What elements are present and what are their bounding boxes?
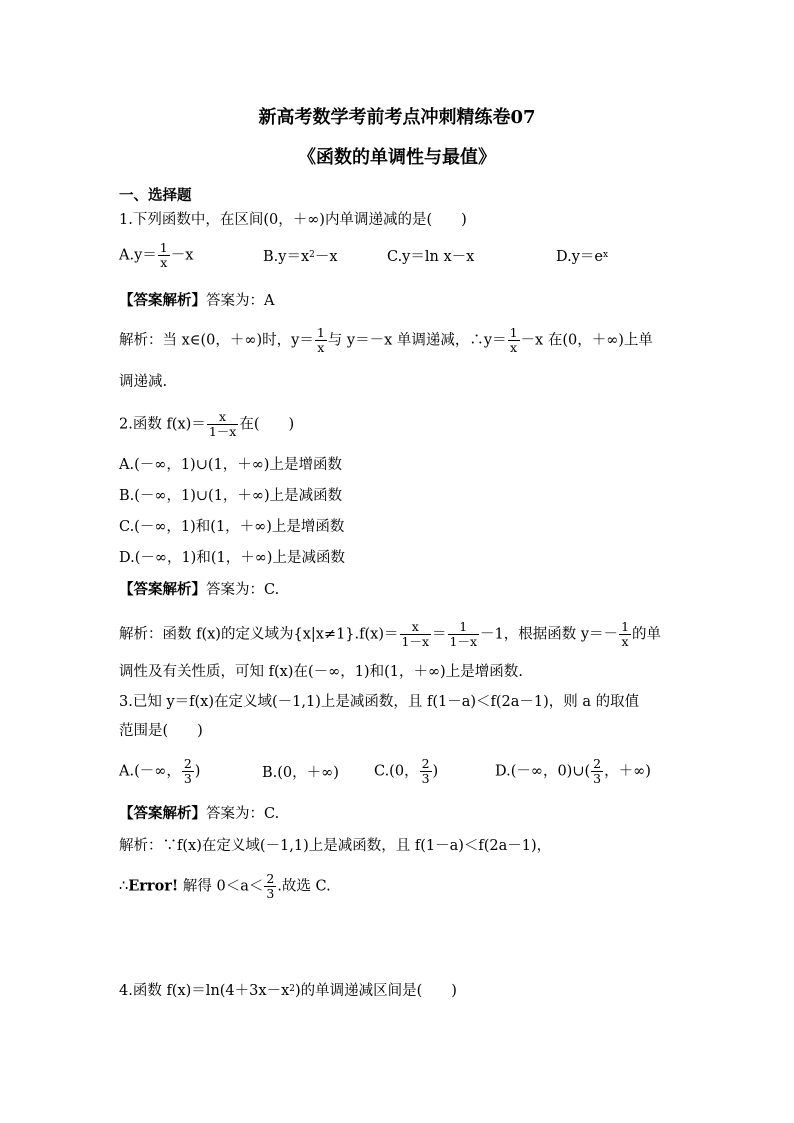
q1-explanation: 解析：当 x∈(0，＋∞)时，y＝ $\frac{1}{x}$ 与 y＝－x 单调递减，∴y＝ $\frac{1}{x}$ －x 在(0，＋∞)上单 [119,325,653,355]
field-error-text: Error! [128,877,179,895]
q3-stem-cont: 范围是( ) [119,723,203,739]
section-heading: 一、选择题 [119,187,192,204]
q2-option-d: D.(－∞，1)和(1，＋∞)上是减函数 [119,550,345,566]
q1-stem: 1.下列函数中，在区间(0，＋∞)内单调递减的是( ) [119,212,467,228]
q1-option-d: $D.y=e^x$ [556,249,609,265]
q2-option-a: A.(－∞，1)∪(1，＋∞)上是增函数 [119,457,342,473]
q3-options [119,756,719,789]
q3-answer: 【答案解析】答案为：C. [119,805,280,822]
q2-explanation-cont: 调性及有关性质，可知 f(x)在(－∞，1)和(1，＋∞)上是增函数. [119,664,523,680]
q3-option-d: D.(－∞，0)∪( $\frac{2}{3}$ ，＋∞) [495,756,651,786]
q2-option-c: C.(－∞，1)和(1，＋∞)上是增函数 [119,519,345,535]
q1-option-a: A.y＝ $\frac{1}{x}$ －x [119,240,194,270]
q1-explanation-cont: 调递减. [119,374,168,390]
q2-explanation: 解析：函数 f(x)的定义域为{x|x≠1}.f(x)＝ $\frac{x}{1-x}$ ＝ $\frac{1}{1-x}$ －1，根据函数 y＝－ $\frac{1}{x}$ 的单 [119,619,662,649]
document-subtitle: 《函数的单调性与最值》 [298,147,496,168]
q3-option-c: C.(0， $\frac{2}{3}$ ) [374,756,439,786]
q3-stem: 3.已知 y＝f(x)在定义域(－1,1)上是减函数，且 f(1－a)＜f(2a－1)，则 a 的取值 [119,694,640,710]
q2-stem: 2.函数 f(x)＝ $\frac{x}{1-x}$ 在( ) [119,409,295,439]
q2-option-b: B.(－∞，1)∪(1，＋∞)上是减函数 [119,488,343,504]
q3-explanation: 解析：∵f(x)在定义域(－1,1)上是减函数，且 f(1－a)＜f(2a－1)， [119,838,552,854]
q3-explanation-cont: ∴Error! 解得 0＜a＜ $\frac{2}{3}$ .故选 C. [119,871,331,901]
q3-option-a: A.(－∞， $\frac{2}{3}$ ) [119,756,201,786]
q1-options [119,240,719,273]
q1-option-c: C.y＝ln x－x [387,249,475,265]
q1-answer: 【答案解析】答案为：A [119,292,275,309]
document-title: 新高考数学考前考点冲刺精练卷07 [258,107,536,128]
q3-option-b: B.(0，＋∞) [262,765,339,781]
q2-answer: 【答案解析】答案为：C. [119,581,280,598]
q4-stem: 4.函数 $f(x)=\ln(4+3x-x^2)$的单调递减区间是( ) [119,983,457,999]
q1-option-b: $B.y=x^2-x$ [263,249,338,265]
